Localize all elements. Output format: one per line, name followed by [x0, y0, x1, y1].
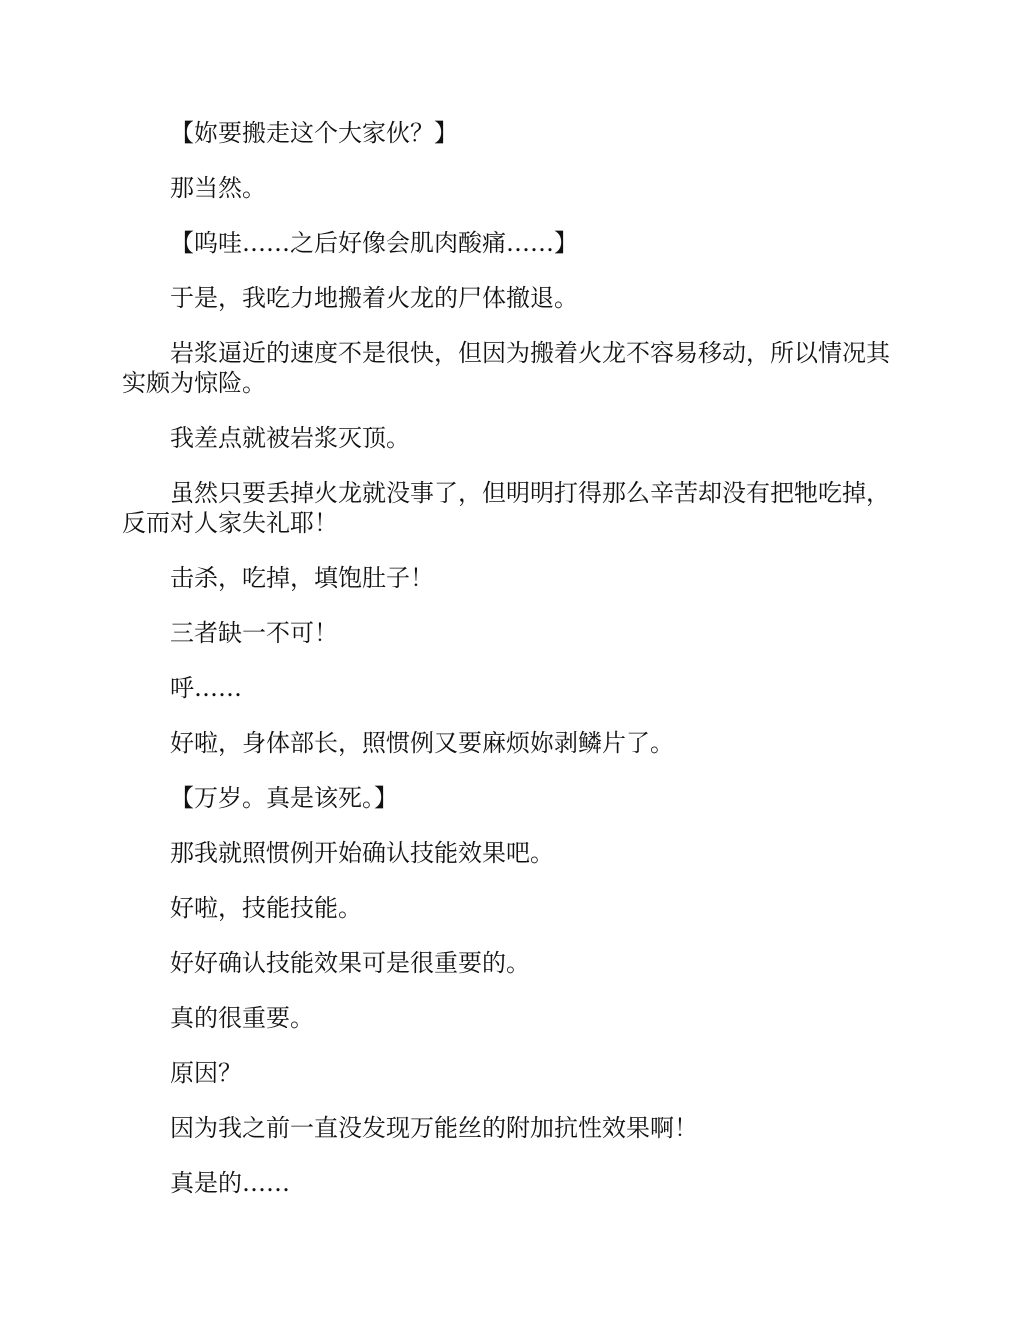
paragraph: 【妳要搬走这个大家伙？】: [170, 119, 458, 147]
paragraph: 原因？: [170, 1059, 242, 1087]
paragraph: 好啦，身体部长，照惯例又要麻烦妳剥鳞片了。: [170, 729, 674, 757]
paragraph: 击杀，吃掉，填饱肚子！: [170, 564, 434, 592]
paragraph: 【万岁。真是该死。】: [170, 784, 398, 812]
paragraph: 虽然只要丢掉火龙就没事了，但明明打得那么辛苦却没有把牠吃掉，反而对人家失礼耶！: [122, 479, 890, 537]
paragraph: 那我就照惯例开始确认技能效果吧。: [170, 839, 554, 867]
paragraph: 因为我之前一直没发现万能丝的附加抗性效果啊！: [170, 1114, 698, 1142]
document-body: [122, 118, 898, 1223]
paragraph: 岩浆逼近的速度不是很快，但因为搬着火龙不容易移动，所以情况其实颇为惊险。: [122, 339, 890, 397]
paragraph: 那当然。: [170, 174, 266, 202]
paragraph: 三者缺一不可！: [170, 619, 338, 647]
paragraph: 好啦，技能技能。: [170, 894, 362, 922]
paragraph: 【呜哇……之后好像会肌肉酸痛……】: [170, 229, 578, 257]
paragraph: 于是，我吃力地搬着火龙的尸体撤退。: [170, 284, 578, 312]
paragraph: 真是的……: [170, 1169, 290, 1197]
paragraph: 真的很重要。: [170, 1004, 314, 1032]
paragraph: 我差点就被岩浆灭顶。: [170, 424, 410, 452]
paragraph: 呼……: [170, 674, 242, 702]
paragraph: 好好确认技能效果可是很重要的。: [170, 949, 530, 977]
